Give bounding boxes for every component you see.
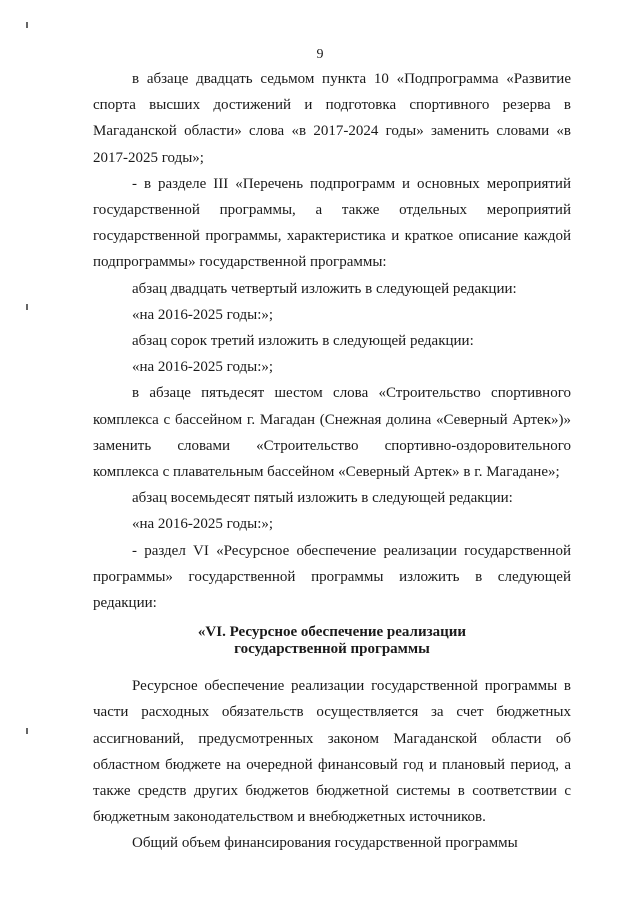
scan-speck <box>26 304 28 310</box>
paragraph: в абзаце двадцать седьмом пункта 10 «Подпрограмма «Развитие спорта высших достижений и подготовка спортивного резерва в Магаданской области» слова «в 2017-2024 годы» заменить словами «в 2017-2025 годы»; <box>93 71 571 166</box>
section-heading-line: государственной программы <box>234 641 430 658</box>
paragraph: - раздел VI «Ресурсное обеспечение реализации государственной программы» государственной программы изложить в следующей редакции: <box>93 542 571 612</box>
scan-speck <box>26 728 28 734</box>
scan-speck <box>26 22 28 28</box>
paragraph: - в разделе III «Перечень подпрограмм и основных мероприятий государственной программы, а также отдельных мероприятий государственной программы, характеристика и краткое описание каждой подпрограммы» государственной программы: <box>93 175 571 271</box>
paragraph: абзац сорок третий изложить в следующей редакции: <box>132 333 474 350</box>
paragraph: абзац восемьдесят пятый изложить в следующей редакции: <box>132 490 513 507</box>
paragraph: «на 2016-2025 годы:»; <box>132 306 274 323</box>
paragraph: «на 2016-2025 годы:»; <box>132 516 274 533</box>
paragraph: Общий объем финансирования государственной программы <box>132 835 518 852</box>
section-heading <box>93 624 571 658</box>
paragraph: Ресурсное обеспечение реализации государственной программы в части расходных обязательств осуществляется за счет бюджетных ассигнований, предусмотренных законом Магаданской области об областном бюджете на очередной финансовый год и плановый период, а также средств других бюджетов бюджетной системы в соответствии с бюджетным законодательством и внебюджетных источников. <box>93 678 571 826</box>
paragraph: абзац двадцать четвертый изложить в следующей редакции: <box>132 280 517 297</box>
body-text <box>93 66 571 857</box>
section-heading-line: «VI. Ресурсное обеспечение реализации <box>197 624 467 641</box>
paragraph: в абзаце пятьдесят шестом слова «Строительство спортивного комплекса с бассейном г. Магадан (Снежная долина «Северный Артек»)» заменить словами «Строительство спортивно-оздоровительного комплекса с плавательным бассейном «Северный Артек» в г. Магадане»; <box>93 385 571 481</box>
paragraph: «на 2016-2025 годы:»; <box>132 359 274 376</box>
page-number: 9 <box>316 47 324 62</box>
